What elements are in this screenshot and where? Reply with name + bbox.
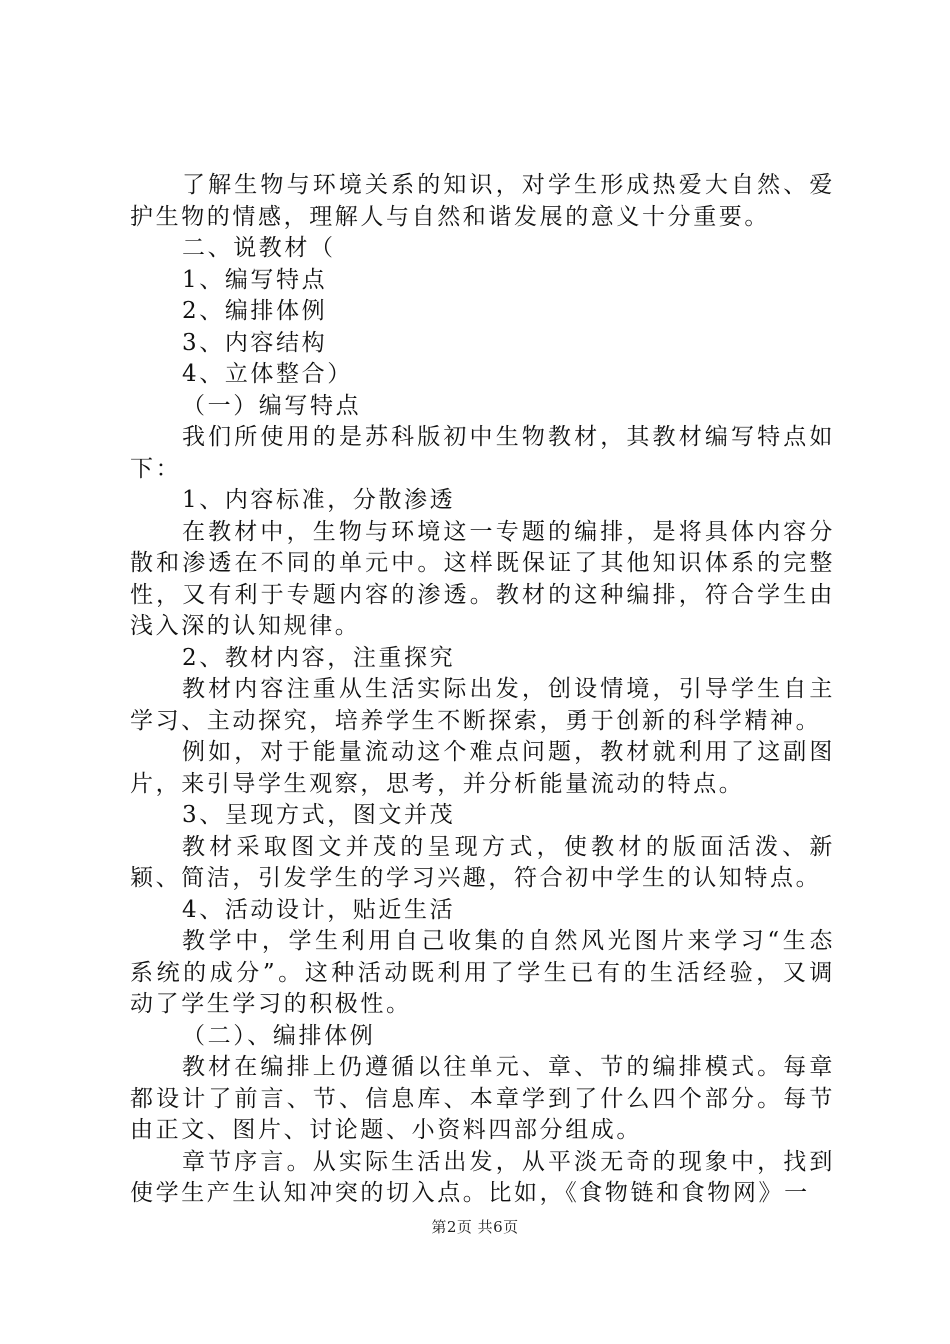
document-body	[130, 170, 835, 1210]
list-item-2: 2、编排体例	[182, 298, 328, 324]
paragraph-layout: 教材在编排上仍遵循以往单元、章、节的编排模式。每章都设计了前言、节、信息库、本章学到了什么四个部分。每节由正文、图片、讨论题、小资料四部分组成。	[130, 1054, 835, 1143]
page-footer: 第2页 共6页	[431, 1218, 519, 1236]
paragraph-point-4: 教学中，学生利用自己收集的自然风光图片来学习“生态系统的成分”。这种活动既利用了学生已有的生活经验，又调动了学生学习的积极性。	[130, 928, 835, 1017]
paragraph-point-3: 教材采取图文并茂的呈现方式，使教材的版面活泼、新颖、简洁，引发学生的学习兴趣，符合初中学生的认知特点。	[130, 833, 835, 891]
point-heading-3: 3、呈现方式，图文并茂	[182, 802, 456, 828]
point-heading-1: 1、内容标准，分散渗透	[182, 487, 456, 513]
point-heading-2: 2、教材内容，注重探究	[182, 644, 456, 671]
list-item-4: 4、立体整合）	[182, 361, 353, 387]
heading-section-two: 二、说教材（	[182, 235, 336, 261]
paragraph-point-1: 在教材中，生物与环境这一专题的编排，是将具体内容分散和渗透在不同的单元中。这样既保证了其他知识体系的完整性，又有利于专题内容的渗透。教材的这种编排，符合学生由浅入深的认知规律。	[130, 518, 835, 639]
paragraph-example: 例如，对于能量流动这个难点问题，教材就利用了这副图片，来引导学生观察，思考，并分析能量流动的特点。	[130, 739, 835, 797]
point-heading-4: 4、活动设计，贴近生活	[182, 896, 456, 923]
paragraph-preface: 章节序言。从实际生活出发，从平淡无奇的现象中，找到使学生产生认知冲突的切入点。比如，《食物链和食物网》一	[130, 1148, 835, 1206]
subheading-two: （二）、编排体例	[182, 1022, 376, 1049]
paragraph-intro: 了解生物与环境关系的知识，对学生形成热爱大自然、爱护生物的情感，理解人与自然和谐发展的意义十分重要。	[130, 172, 835, 230]
list-item-1: 1、编写特点	[182, 266, 328, 293]
list-item-3: 3、内容结构	[182, 329, 328, 356]
paragraph-textbook: 我们所使用的是苏科版初中生物教材，其教材编写特点如下：	[130, 424, 835, 482]
subheading-one: （一）编写特点	[182, 392, 362, 419]
paragraph-point-2: 教材内容注重从生活实际出发，创设情境，引导学生自主学习、主动探究，培养学生不断探索，勇于创新的科学精神。	[130, 676, 835, 734]
